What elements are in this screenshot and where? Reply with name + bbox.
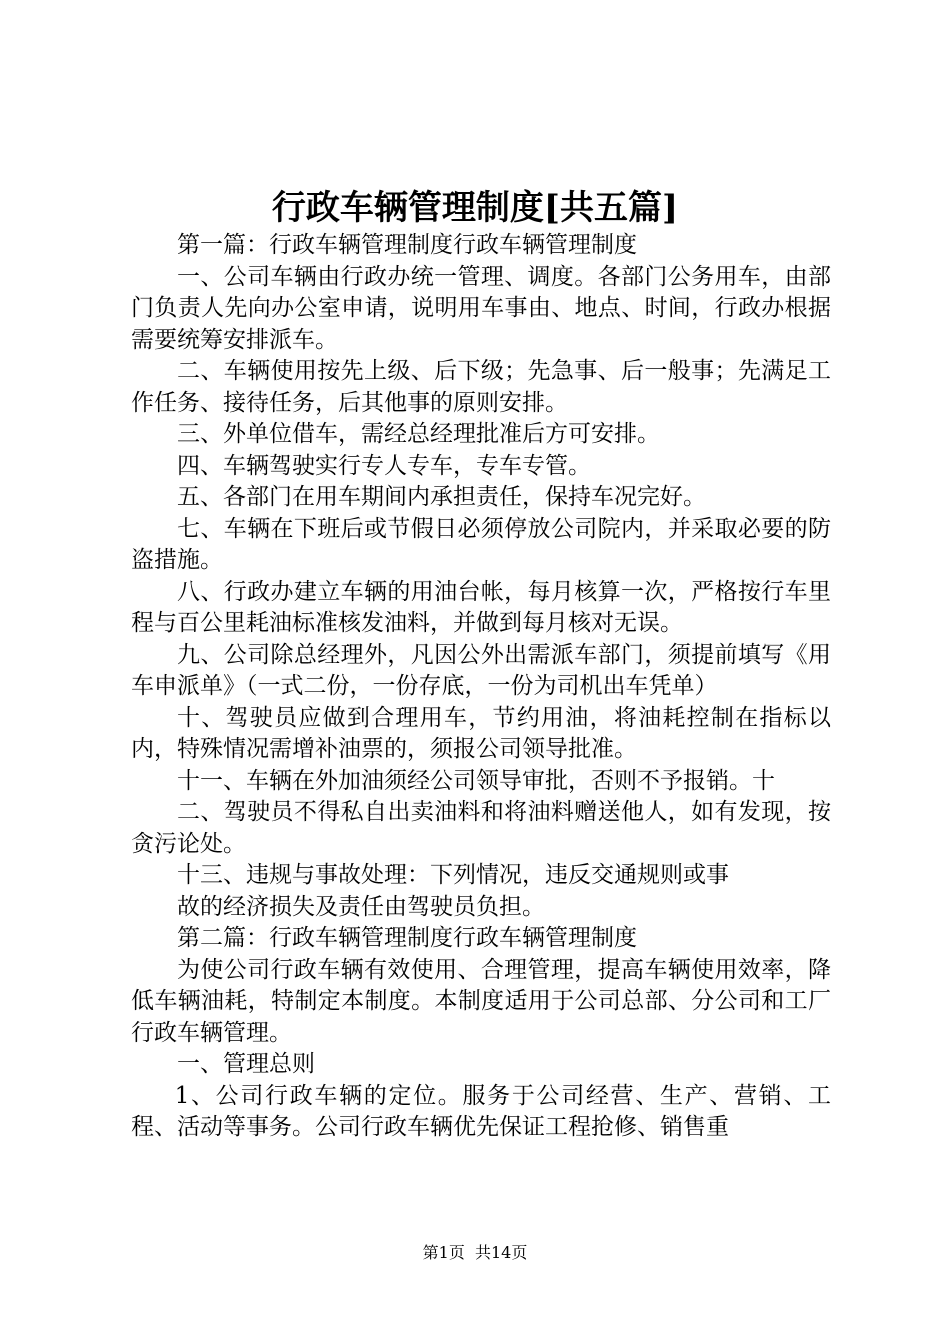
paragraph: 二、车辆使用按先上级、后下级；先急事、后一般事；先满足工作任务、接待任务，后其他事的原则安排。 (131, 358, 831, 416)
paragraph: 三、外单位借车，需经总经理批准后方可安排。 (177, 421, 660, 447)
paragraph: 四、车辆驾驶实行专人专车，专车专管。 (177, 452, 591, 479)
paragraph: 二、驾驶员不得私自出卖油料和将油料赠送他人，如有发现，按贪污论处。 (131, 799, 831, 857)
paragraph: 故的经济损失及责任由驾驶员负担。 (177, 893, 545, 920)
section-heading: 第二篇：行政车辆管理制度行政车辆管理制度 (177, 925, 637, 951)
paragraph: 十一、车辆在外加油须经公司领导审批，否则不予报销。十 (177, 767, 775, 794)
paragraph: 十三、违规与事故处理：下列情况，违反交通规则或事 (177, 862, 729, 888)
paragraph: 一、公司车辆由行政办统一管理、调度。各部门公务用车，由部门负责人先向办公室申请，说明用车事由、地点、时间，行政办根据需要统筹安排派车。 (131, 263, 831, 353)
paragraph: 十、驾驶员应做到合理用车，节约用油，将油耗控制在指标以内，特殊情况需增补油票的，须报公司领导批准。 (131, 704, 831, 762)
paragraph: 为使公司行政车辆有效使用、合理管理，提高车辆使用效率，降低车辆油耗，特制定本制度。本制度适用于公司总部、分公司和工厂行政车辆管理。 (131, 956, 831, 1046)
document-body (131, 230, 831, 1144)
paragraph: 七、车辆在下班后或节假日必须停放公司院内，并采取必要的防盗措施。 (131, 515, 831, 573)
paragraph: 九、公司除总经理外，凡因公外出需派车部门，须提前填写《用车申派单》（一式二份，一份存底，一份为司机出车凭单） (131, 641, 831, 699)
document-title: 行政车辆管理制度[共五篇] (271, 188, 679, 228)
section-heading: 一、管理总则 (177, 1051, 315, 1077)
paragraph: 八、行政办建立车辆的用油台帐，每月核算一次，严格按行车里程与百公里耗油标准核发油料，并做到每月核对无误。 (131, 578, 831, 636)
paragraph: 第一篇：行政车辆管理制度行政车辆管理制度 (177, 232, 637, 258)
paragraph: 1、公司行政车辆的定位。服务于公司经营、生产、营销、工程、活动等事务。公司行政车辆优先保证工程抢修、销售重 (131, 1082, 831, 1140)
paragraph: 五、各部门在用车期间内承担责任，保持车况完好。 (177, 484, 706, 510)
page-footer: 第1页 共14页 (422, 1243, 528, 1262)
